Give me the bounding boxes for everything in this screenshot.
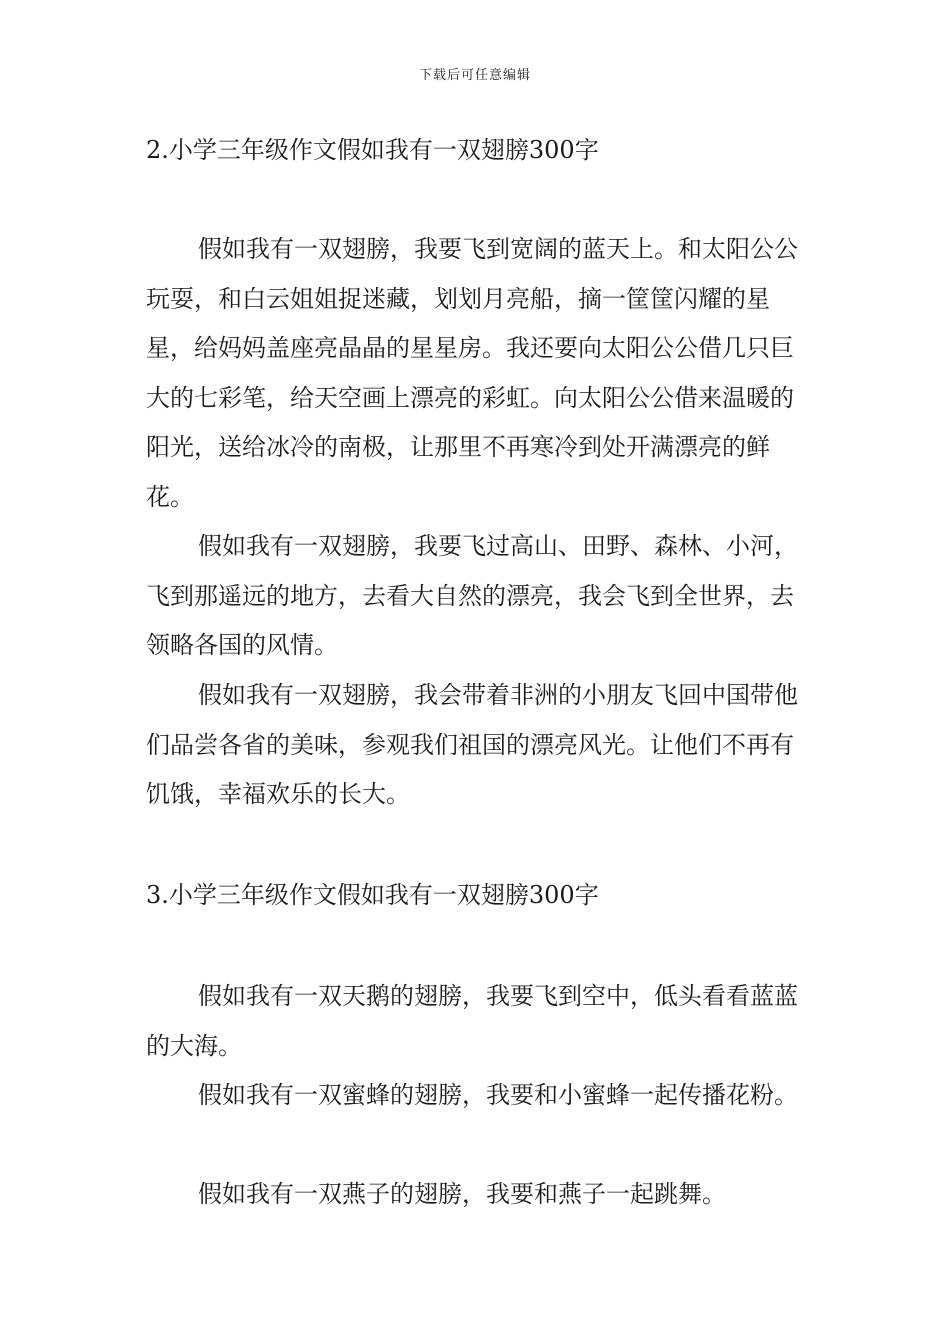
- paragraph-3-2: 假如我有一双蜜蜂的翅膀，我要和小蜜蜂一起传播花粉。: [198, 1081, 798, 1109]
- paragraph-2-1: 假如我有一双翅膀，我要飞到宽阔的蓝天上。和太阳公公玩耍，和白云姐姐捉迷藏，划划月亮船，摘一筐筐闪耀的星星，给妈妈盖座亮晶晶的星星房。我还要向太阳公公借几只巨大的七彩笔，给天空画上漂亮的彩虹。向太阳公公借来温暖的阳光，送给冰冷的南极，让那里不再寒冷到处开满漂亮的鲜花。: [146, 235, 798, 511]
- section-title-3: 3.小学三年级作文假如我有一双翅膀300字: [146, 881, 599, 909]
- paragraph-2-3: 假如我有一双翅膀，我会带着非洲的小朋友飞回中国带他们品尝各省的美味，参观我们祖国的漂亮风光。让他们不再有饥饿，幸福欢乐的长大。: [146, 681, 798, 808]
- page-header-note: 下载后可任意编辑: [418, 68, 531, 83]
- paragraph-2-2: 假如我有一双翅膀，我要飞过高山、田野、森林、小河，飞到那遥远的地方，去看大自然的漂亮，我会飞到全世界，去领略各国的风情。: [146, 532, 798, 659]
- section-title-2: 2.小学三年级作文假如我有一双翅膀300字: [146, 136, 599, 164]
- paragraph-3-3: 假如我有一双燕子的翅膀，我要和燕子一起跳舞。: [198, 1180, 726, 1208]
- paragraph-3-1: 假如我有一双天鹅的翅膀，我要飞到空中，低头看看蓝蓝的大海。: [146, 982, 798, 1060]
